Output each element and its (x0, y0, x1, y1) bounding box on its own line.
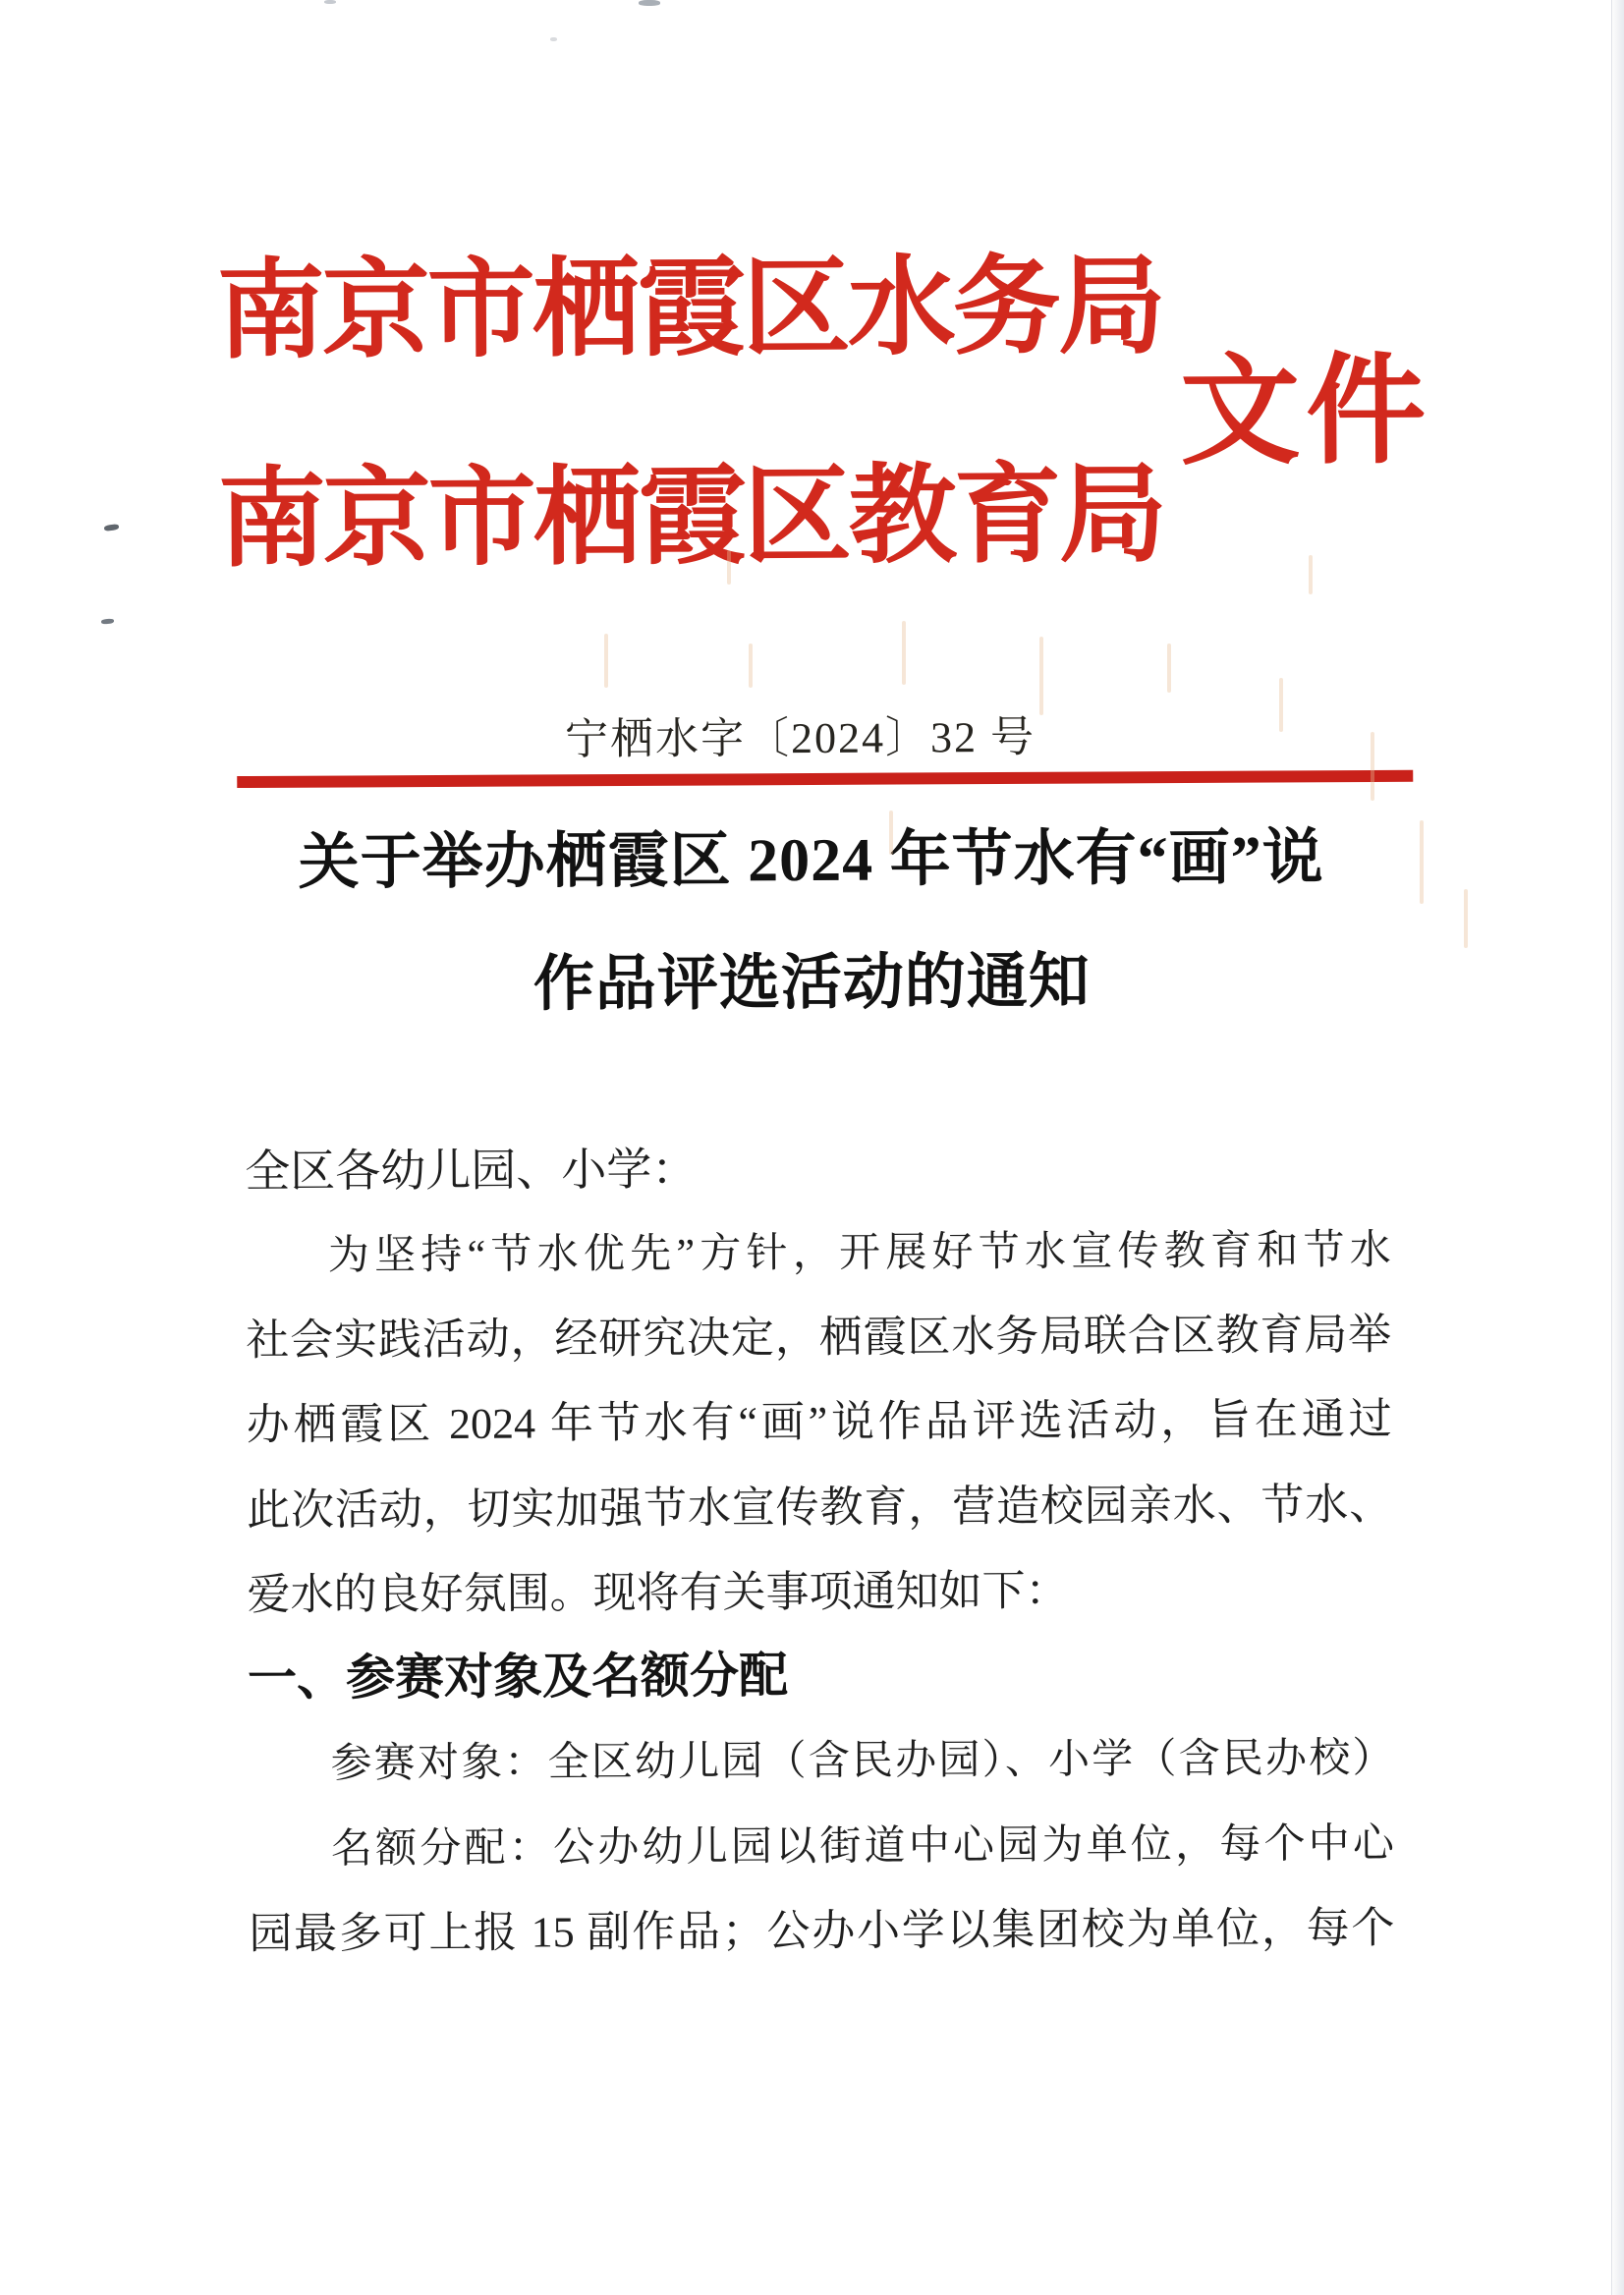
scan-speck (324, 0, 336, 4)
body-line: 此次活动，切实加强节水宣传教育，营造校园亲水、节水、 (247, 1480, 1393, 1536)
body-line: 为坚持“节水优先”方针，开展好节水宣传教育和节水 (327, 1227, 1391, 1279)
scan-speck (639, 0, 660, 6)
scan-speck (550, 37, 557, 41)
body-line: 园最多可上报 15 副作品；公办小学以集团校为单位，每个 (249, 1903, 1395, 1959)
document-type-label: 文件 (1179, 345, 1432, 480)
scan-streak (604, 634, 608, 688)
body-line: 办栖霞区 2024 年节水有“画”说作品评选活动，旨在通过 (246, 1394, 1392, 1450)
body-line: 参赛对象：全区幼儿园（含民办园）、小学（含民办校） (330, 1735, 1394, 1787)
agency-name-line2: 南京市栖霞区教育局 (217, 455, 1165, 581)
section-heading: 一、参赛对象及名额分配 (247, 1647, 789, 1707)
scan-streak (749, 644, 753, 688)
document-title-line2: 作品评选活动的通知 (532, 948, 1092, 1019)
scan-streak (1167, 644, 1171, 693)
scan-streak (1464, 889, 1468, 948)
agency-name-line1: 南京市栖霞区水务局 (216, 247, 1164, 372)
scan-streak (902, 621, 906, 685)
red-header-rule (237, 770, 1413, 788)
document-number: 宁栖水字〔2024〕32 号 (564, 712, 1036, 764)
scan-edge-shadow (1611, 0, 1624, 2295)
scan-streak (1309, 555, 1313, 594)
scan-streak (889, 811, 893, 855)
body-line: 爱水的良好氛围。现将有关事项通知如下： (247, 1566, 1069, 1620)
scan-streak (1371, 732, 1374, 801)
salutation-line: 全区各幼儿园、小学： (245, 1144, 698, 1198)
body-line: 社会实践活动，经研究决定，栖霞区水务局联合区教育局举 (246, 1310, 1392, 1366)
scan-streak (1279, 678, 1283, 732)
body-line: 名额分配：公办幼儿园以街道中心园为单位，每个中心 (330, 1820, 1395, 1873)
scan-streak (1420, 820, 1424, 904)
scan-streak (1039, 637, 1043, 715)
document-title-line1: 关于举办栖霞区 2024 年节水有“画”说 (298, 824, 1324, 897)
scan-streak (727, 550, 731, 585)
